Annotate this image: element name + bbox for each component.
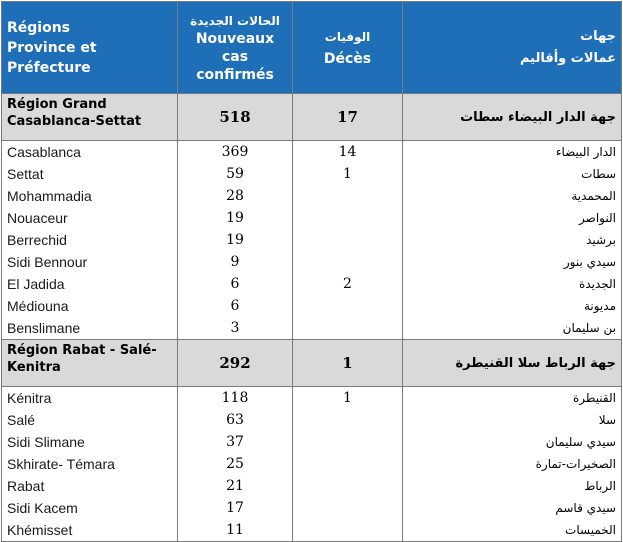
table-row — [2, 163, 622, 185]
province-deaths — [293, 409, 403, 431]
province-cases: 37 — [178, 431, 293, 453]
table-row — [2, 475, 622, 497]
province-name-ar: المحمدية — [403, 185, 622, 207]
table-row — [2, 295, 622, 317]
province-name-fr: Rabat — [2, 475, 178, 497]
province-name-ar: سطات — [403, 163, 622, 185]
province-cases: 118 — [178, 387, 293, 410]
province-name-ar: الرباط — [403, 475, 622, 497]
header-deaths-fr: Décès — [323, 50, 372, 67]
table-row — [2, 453, 622, 475]
region-name-fr — [2, 340, 178, 387]
header-region-ar — [403, 2, 622, 94]
province-deaths — [293, 497, 403, 519]
province-name-fr: Khémisset — [2, 519, 178, 542]
header-region-fr-line3: Préfecture — [7, 59, 91, 76]
province-name-fr: Sidi Kacem — [2, 497, 178, 519]
province-cases: 3 — [178, 317, 293, 340]
province-cases: 6 — [178, 273, 293, 295]
region-name-ar: جهة الدار البيضاء سطات — [403, 94, 622, 141]
province-cases: 21 — [178, 475, 293, 497]
province-name-fr: El Jadida — [2, 273, 178, 295]
province-deaths — [293, 453, 403, 475]
header-region-fr — [2, 2, 178, 94]
header-deaths — [293, 2, 403, 94]
province-name-fr: Berrechid — [2, 229, 178, 251]
table-row — [2, 409, 622, 431]
header-new-cases — [178, 2, 293, 94]
province-name-ar: برشيد — [403, 229, 622, 251]
cases-table — [1, 1, 622, 542]
province-cases: 59 — [178, 163, 293, 185]
province-name-ar: الجديدة — [403, 273, 622, 295]
province-name-fr: Skhirate- Témara — [2, 453, 178, 475]
province-cases: 19 — [178, 207, 293, 229]
province-cases: 17 — [178, 497, 293, 519]
table-row — [2, 317, 622, 340]
table-row — [2, 519, 622, 542]
province-name-ar: النواصر — [403, 207, 622, 229]
region-cases: 518 — [178, 94, 293, 141]
province-name-ar: القنيطرة — [403, 387, 622, 410]
province-deaths: 2 — [293, 273, 403, 295]
province-name-fr: Sidi Bennour — [2, 251, 178, 273]
province-cases: 63 — [178, 409, 293, 431]
province-name-ar: سيدي قاسم — [403, 497, 622, 519]
region-row — [2, 340, 622, 387]
region-name-fr-line: Kenitra — [7, 360, 61, 375]
region-deaths: 1 — [293, 340, 403, 387]
province-name-fr: Settat — [2, 163, 178, 185]
province-deaths — [293, 519, 403, 542]
cases-table-container — [1, 1, 621, 542]
table-row — [2, 185, 622, 207]
province-cases: 28 — [178, 185, 293, 207]
province-deaths — [293, 251, 403, 273]
region-name-fr-line: Région Rabat - Salé- — [7, 343, 157, 358]
header-cases-fr-line1: Nouveaux — [195, 30, 275, 47]
province-cases: 11 — [178, 519, 293, 542]
province-cases: 6 — [178, 295, 293, 317]
province-deaths: 14 — [293, 141, 403, 164]
province-name-ar: بن سليمان — [403, 317, 622, 340]
header-region-ar-line2: عمالات وأقاليم — [519, 50, 616, 66]
province-name-ar: سيدي بنور — [403, 251, 622, 273]
table-row — [2, 431, 622, 453]
province-name-fr: Médiouna — [2, 295, 178, 317]
province-name-fr: Sidi Slimane — [2, 431, 178, 453]
province-deaths — [293, 185, 403, 207]
province-cases: 9 — [178, 251, 293, 273]
province-cases: 25 — [178, 453, 293, 475]
table-row — [2, 273, 622, 295]
region-deaths: 17 — [293, 94, 403, 141]
province-name-ar: الصخيرات-تمارة — [403, 453, 622, 475]
table-body — [2, 94, 622, 542]
province-deaths — [293, 475, 403, 497]
header-region-fr-line1: Régions — [7, 19, 71, 36]
region-row — [2, 94, 622, 141]
province-name-fr: Kénitra — [2, 387, 178, 410]
table-row — [2, 251, 622, 273]
province-deaths: 1 — [293, 163, 403, 185]
province-name-ar: الخميسات — [403, 519, 622, 542]
province-deaths — [293, 207, 403, 229]
region-name-fr — [2, 94, 178, 141]
region-name-fr-line: Région Grand — [7, 97, 107, 112]
table-row — [2, 141, 622, 164]
province-deaths — [293, 431, 403, 453]
province-deaths — [293, 295, 403, 317]
header-cases-fr-line3: confirmés — [196, 66, 274, 83]
province-deaths — [293, 229, 403, 251]
province-name-fr: Casablanca — [2, 141, 178, 164]
header-cases-ar: الحالات الجديدة — [190, 13, 280, 28]
table-row — [2, 207, 622, 229]
header-region-ar-line1: جهات — [580, 28, 616, 44]
province-deaths — [293, 317, 403, 340]
province-cases: 369 — [178, 141, 293, 164]
province-deaths: 1 — [293, 387, 403, 410]
province-name-fr: Mohammadia — [2, 185, 178, 207]
region-cases: 292 — [178, 340, 293, 387]
header-region-fr-line2: Province et — [7, 39, 97, 56]
province-name-ar: سلا — [403, 409, 622, 431]
table-row — [2, 229, 622, 251]
province-name-ar: مديونة — [403, 295, 622, 317]
province-name-fr: Salé — [2, 409, 178, 431]
province-name-fr: Benslimane — [2, 317, 178, 340]
province-name-ar: سيدي سليمان — [403, 431, 622, 453]
table-row — [2, 387, 622, 410]
header-cases-fr-line2: cas — [221, 48, 249, 65]
region-name-fr-line: Casablanca-Settat — [7, 114, 142, 129]
header-deaths-ar: الوفيات — [324, 29, 371, 44]
province-cases: 19 — [178, 229, 293, 251]
table-row — [2, 497, 622, 519]
province-name-fr: Nouaceur — [2, 207, 178, 229]
province-name-ar: الدار البيضاء — [403, 141, 622, 164]
table-header-row — [2, 2, 622, 94]
region-name-ar: جهة الرباط سلا القنيطرة — [403, 340, 622, 387]
